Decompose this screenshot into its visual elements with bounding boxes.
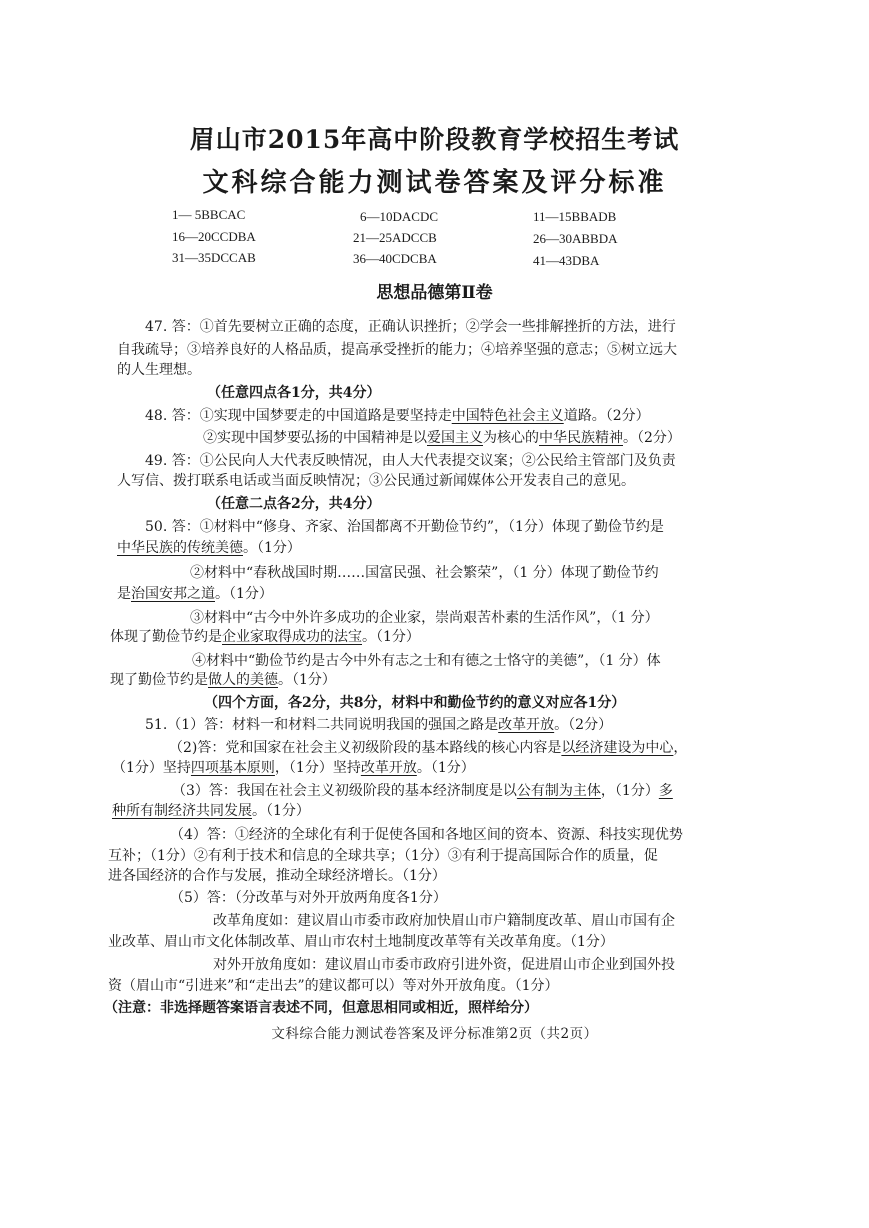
answer-line: 中华民族的传统美德。（1分）: [117, 540, 301, 556]
answer-line: 的人生理想。: [117, 362, 201, 378]
answer-line: ④材料中“勤俭节约是古今中外有志之士和有德之士恪守的美德”，（1 分）体: [192, 653, 661, 669]
answer-line: 进各国经济的合作与发展，推动全球经济增长。（1分）: [108, 868, 446, 884]
mc-answer-group: 16—20CCDBA: [172, 229, 256, 244]
answer-line: 47. 答：①首先要树立正确的态度，正确认识挫折；②学会一些排解挫折的方法，进行: [145, 319, 676, 335]
scoring-note: （任意二点各2分，共4分）: [207, 496, 381, 512]
mc-answer-group: 1— 5BBCAC: [172, 207, 246, 222]
answer-line: （1分）坚持四项基本原则，（1分）坚持改革开放。（1分）: [112, 760, 475, 776]
scoring-note: （四个方面，各2分，共8分，材料中和勤俭节约的意义对应各1分）: [204, 695, 626, 711]
answer-line: 对外开放角度如：建议眉山市委市政府引进外资，促进眉山市企业到国外投: [213, 957, 675, 973]
grading-note: （注意：非选择题答案语言表述不同，但意思相同或相近，照样给分）: [104, 1000, 538, 1016]
answer-line: 种所有制经济共同发展。（1分）: [112, 803, 310, 819]
answer-line: 是治国安邦之道。（1分）: [117, 586, 273, 602]
page-subtitle: 文科综合能力测试卷答案及评分标准: [202, 168, 667, 198]
mc-answer-group: 36—40CDCBA: [353, 251, 437, 266]
answer-line: （4）答：①经济的全球化有利于促使各国和各地区间的资本、资源、科技实现优势: [170, 827, 683, 843]
mc-answer-group: 26—30ABBDA: [533, 231, 618, 246]
page-title: 眉山市2015年高中阶段教育学校招生考试: [189, 125, 680, 154]
answer-line: 人写信、拨打联系电话或当面反映情况；③公民通过新闻媒体公开发表自己的意见。: [117, 473, 635, 489]
answer-line: （5）答：（分改革与对外开放两角度各1分）: [170, 890, 447, 906]
answer-line: 改革角度如：建议眉山市委市政府加快眉山市户籍制度改革、眉山市国有企: [213, 913, 675, 929]
mc-answer-group: 6—10DACDC: [360, 209, 439, 224]
mc-answer-group: 21—25ADCCB: [353, 230, 437, 245]
answer-line: 49. 答：①公民向人大代表反映情况，由人大代表提交议案；②公民给主管部门及负责: [145, 453, 676, 469]
answer-line: 48. 答：①实现中国梦要走的中国道路是要坚持走中国特色社会主义道路。（2分）: [145, 408, 650, 424]
section-title: 思想品德第Ⅱ卷: [376, 283, 493, 303]
scoring-note: （任意四点各1分，共4分）: [207, 385, 381, 401]
mc-answer-group: 31—35DCCAB: [172, 250, 256, 265]
answer-line: ②材料中“春秋战国时期……国富民强、社会繁荣”，（1 分）体现了勤俭节约: [190, 565, 659, 581]
answer-line: 50. 答：①材料中“修身、齐家、治国都离不开勤俭节约”，（1分）体现了勤俭节约是: [145, 519, 664, 535]
mc-answer-group: 41—43DBA: [533, 253, 600, 268]
answer-line: ③材料中“古今中外许多成功的企业家，崇尚艰苦朴素的生活作风”，（1 分）: [190, 610, 659, 626]
answer-line: 业改革、眉山市文化体制改革、眉山市农村土地制度改革等有关改革角度。（1分）: [108, 934, 614, 950]
answer-line: 体现了勤俭节约是企业家取得成功的法宝。（1分）: [110, 629, 420, 645]
answer-line: ②实现中国梦要弘扬的中国精神是以爱国主义为核心的中华民族精神。（2分）: [203, 430, 681, 446]
answer-line: 现了勤俭节约是做人的美德。（1分）: [110, 672, 336, 688]
answer-line: （3）答：我国在社会主义初级阶段的基本经济制度是以公有制为主体，（1分）多: [172, 783, 673, 799]
mc-answer-group: 11—15BBADB: [533, 209, 617, 224]
answer-line: （2)答：党和国家在社会主义初级阶段的基本路线的核心内容是以经济建设为中心，: [169, 740, 688, 756]
answer-line: 互补；（1分）②有利于技术和信息的全球共享；（1分）③有利于提高国际合作的质量，促: [108, 848, 658, 864]
page-footer: 文科综合能力测试卷答案及评分标准第2页（共2页）: [271, 1026, 598, 1042]
answer-line: 资（眉山市“引进来”和“走出去”的建议都可以）等对外开放角度。（1分）: [108, 978, 559, 994]
answer-line: 51.（1）答：材料一和材料二共同说明我国的强国之路是改革开放。（2分）: [145, 717, 613, 733]
answer-line: 自我疏导；③培养良好的人格品质，提高承受挫折的能力；④培养坚强的意志；⑤树立远大: [117, 342, 677, 358]
